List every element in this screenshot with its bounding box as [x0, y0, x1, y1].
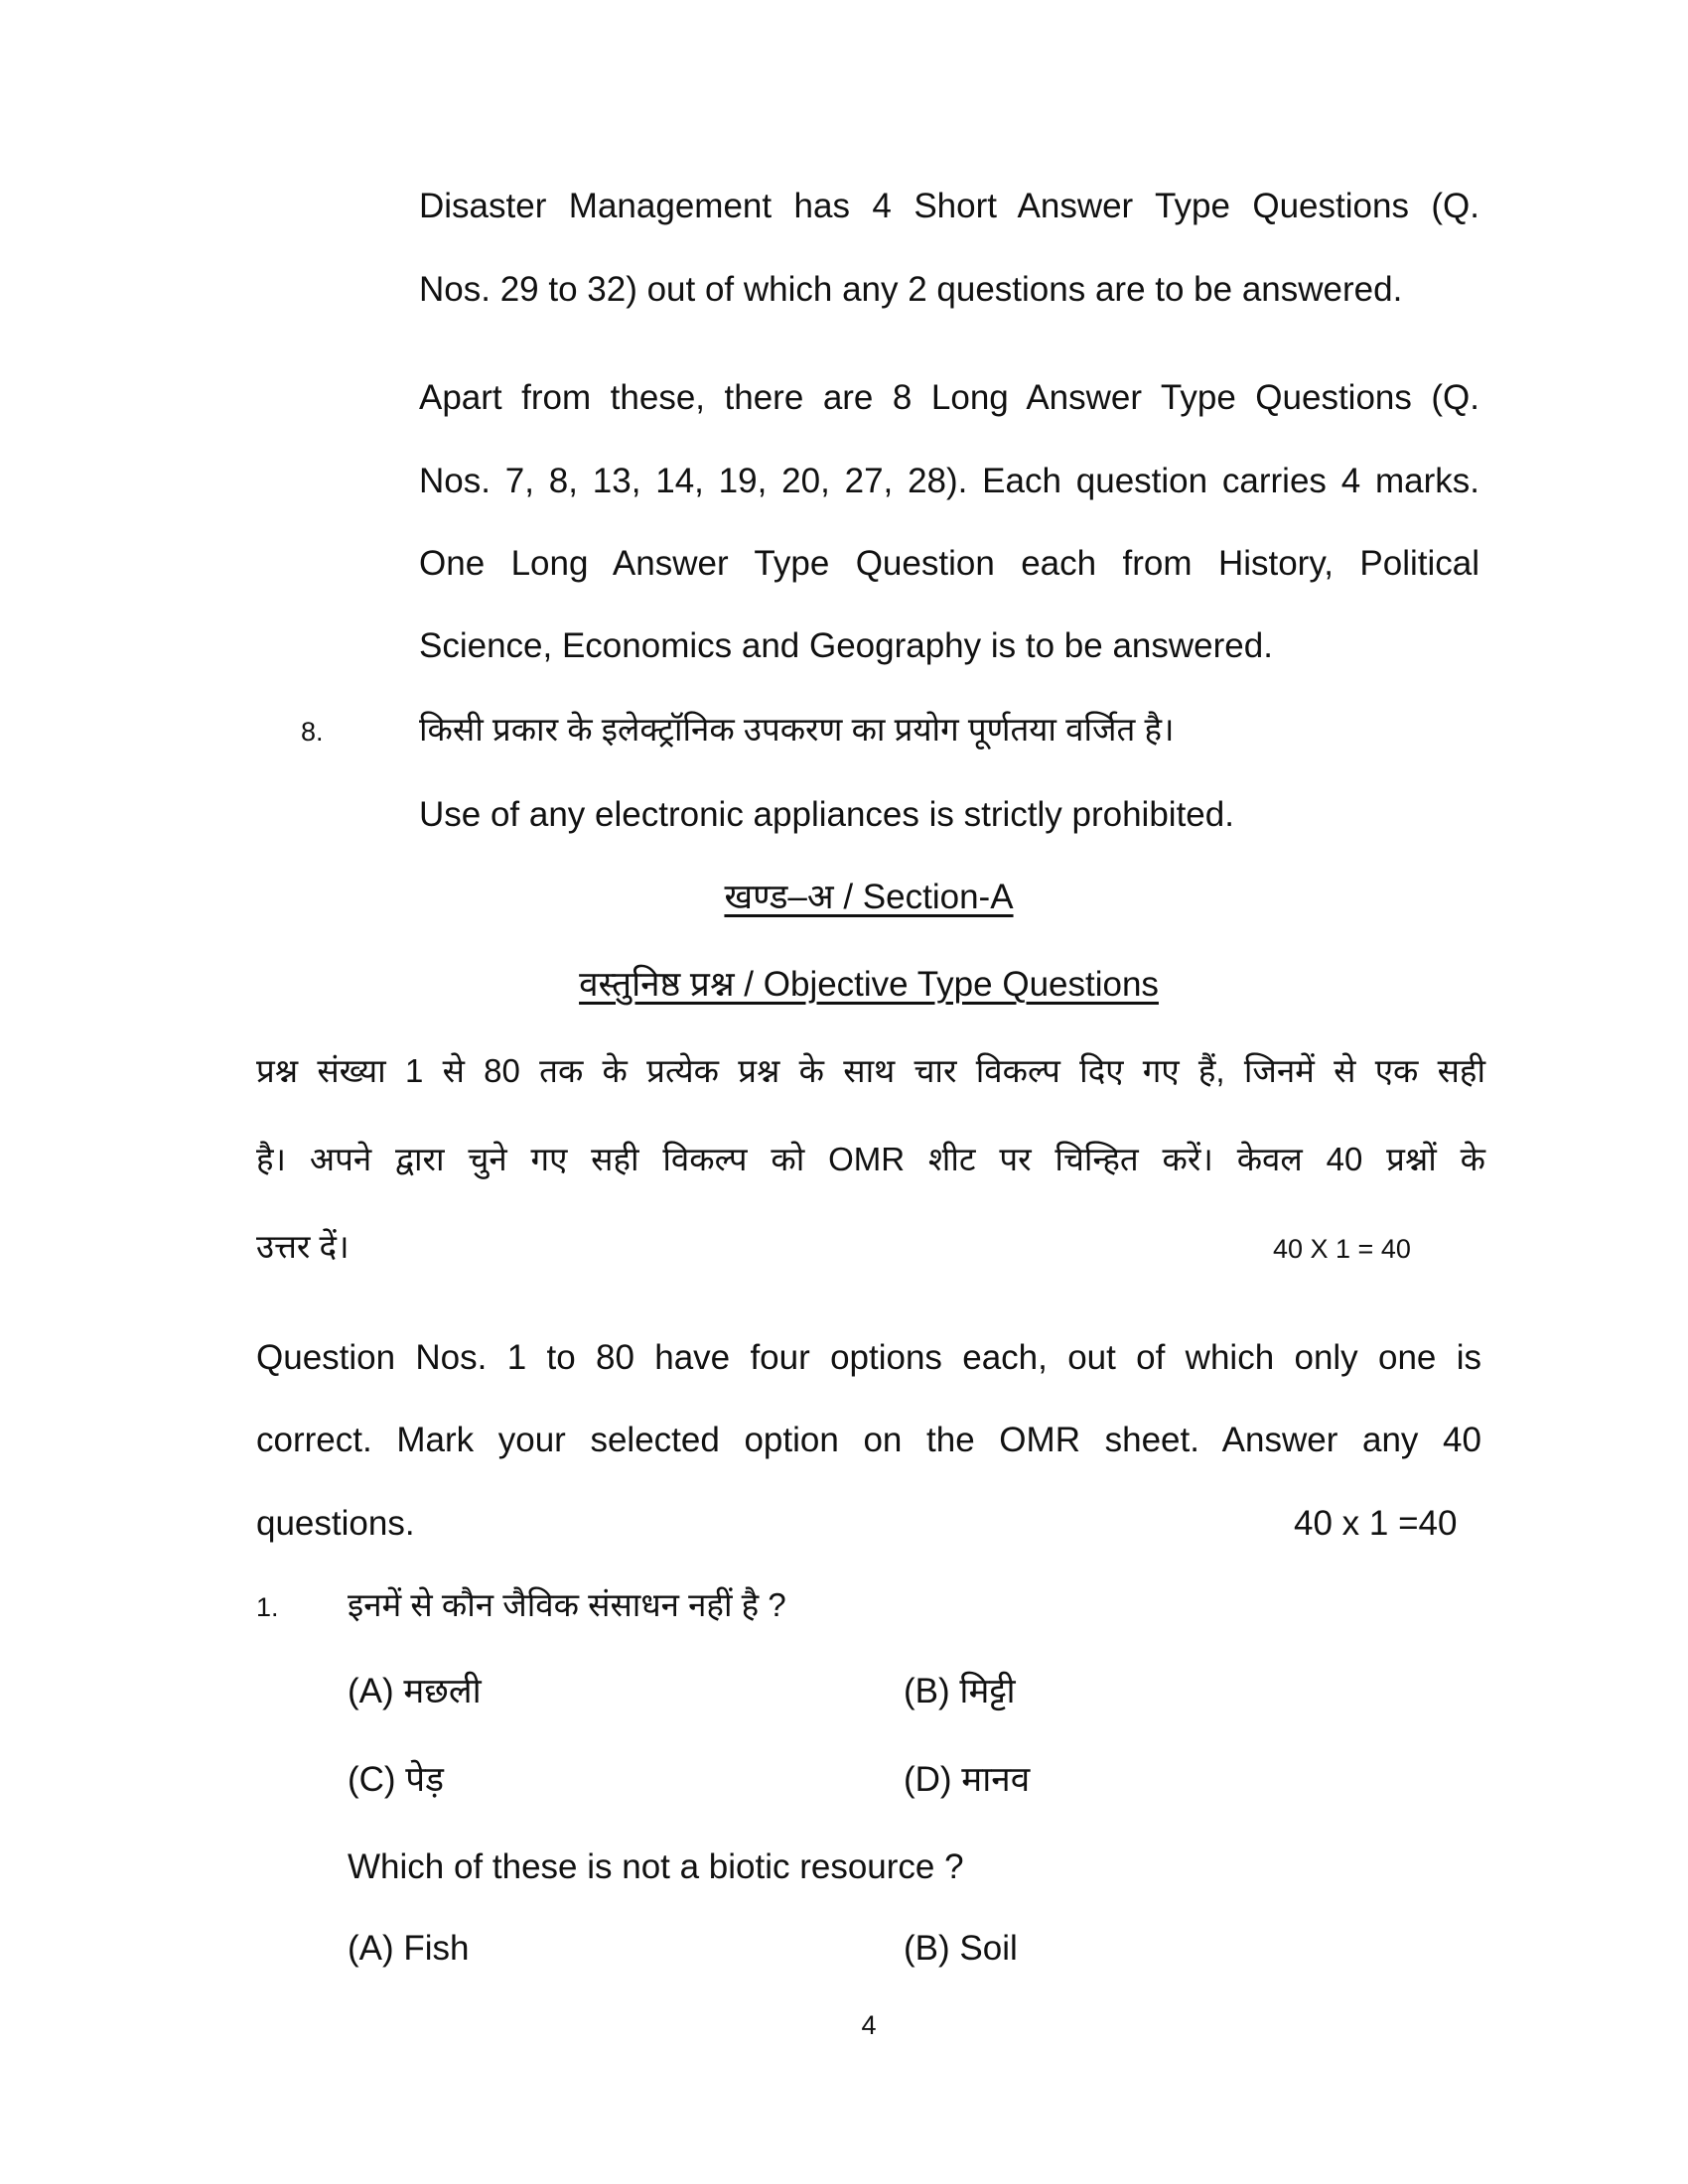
hindi-instruction-line-1: प्रश्न संख्या 1 से 80 तक के प्रत्येक प्रश्न के साथ चार विकल्प दिए गए हैं, जिनमें से एक सही	[256, 1052, 1485, 1089]
english-instruction-line-1: Question Nos. 1 to 80 have four options each, out of which only one is	[256, 1338, 1481, 1377]
hindi-marks: 40 X 1 = 40	[1273, 1234, 1411, 1264]
long-answer-line-4: Science, Economics and Geography is to be answered.	[419, 626, 1273, 665]
instruction-english: Use of any electronic appliances is strictly prohibited.	[419, 795, 1234, 834]
disaster-line-1: Disaster Management has 4 Short Answer Type Questions (Q.	[419, 187, 1479, 225]
option-b-english: (B) Soil	[904, 1929, 1018, 1968]
option-d-hindi: (D) मानव	[904, 1760, 1031, 1799]
english-instruction-line-3: questions.	[256, 1504, 415, 1543]
english-marks: 40 x 1 =40	[1294, 1504, 1458, 1543]
instruction-number: 8.	[301, 717, 324, 747]
hindi-instruction-line-3: उत्तर दें।	[256, 1228, 350, 1265]
question-english: Which of these is not a biotic resource ?	[348, 1847, 964, 1886]
page-number: 4	[861, 2010, 877, 2040]
instruction-hindi: किसी प्रकार के इलेक्ट्रॉनिक उपकरण का प्रयोग पूर्णतया वर्जित है।	[419, 711, 1175, 748]
question-number: 1.	[256, 1592, 279, 1622]
option-c-hindi: (C) पेड़	[348, 1760, 444, 1799]
option-a-hindi: (A) मछली	[348, 1672, 482, 1710]
hindi-instruction-line-2: है। अपने द्वारा चुने गए सही विकल्प को OMR शीट पर चिन्हित करें। केवल 40 प्रश्नों के	[256, 1141, 1485, 1177]
long-answer-line-1: Apart from these, there are 8 Long Answer Type Questions (Q.	[419, 378, 1479, 417]
subsection-heading-text: वस्तुनिष्ठ प्रश्न / Objective Type Questions	[579, 965, 1159, 1004]
long-answer-line-2: Nos. 7, 8, 13, 14, 19, 20, 27, 28). Each question carries 4 marks.	[419, 462, 1479, 500]
section-heading	[0, 876, 1688, 919]
option-a-english: (A) Fish	[348, 1929, 470, 1968]
disaster-line-2: Nos. 29 to 32) out of which any 2 questions are to be answered.	[419, 270, 1403, 309]
subsection-heading	[0, 963, 1688, 1007]
option-b-hindi: (B) मिट्टी	[904, 1672, 1016, 1710]
question-hindi: इनमें से कौन जैविक संसाधन नहीं है ?	[348, 1586, 786, 1623]
english-instruction-line-2: correct. Mark your selected option on the OMR sheet. Answer any 40	[256, 1421, 1481, 1459]
long-answer-line-3: One Long Answer Type Question each from History, Political	[419, 544, 1479, 583]
section-heading-text: खण्ड–अ / Section-A	[724, 878, 1014, 916]
